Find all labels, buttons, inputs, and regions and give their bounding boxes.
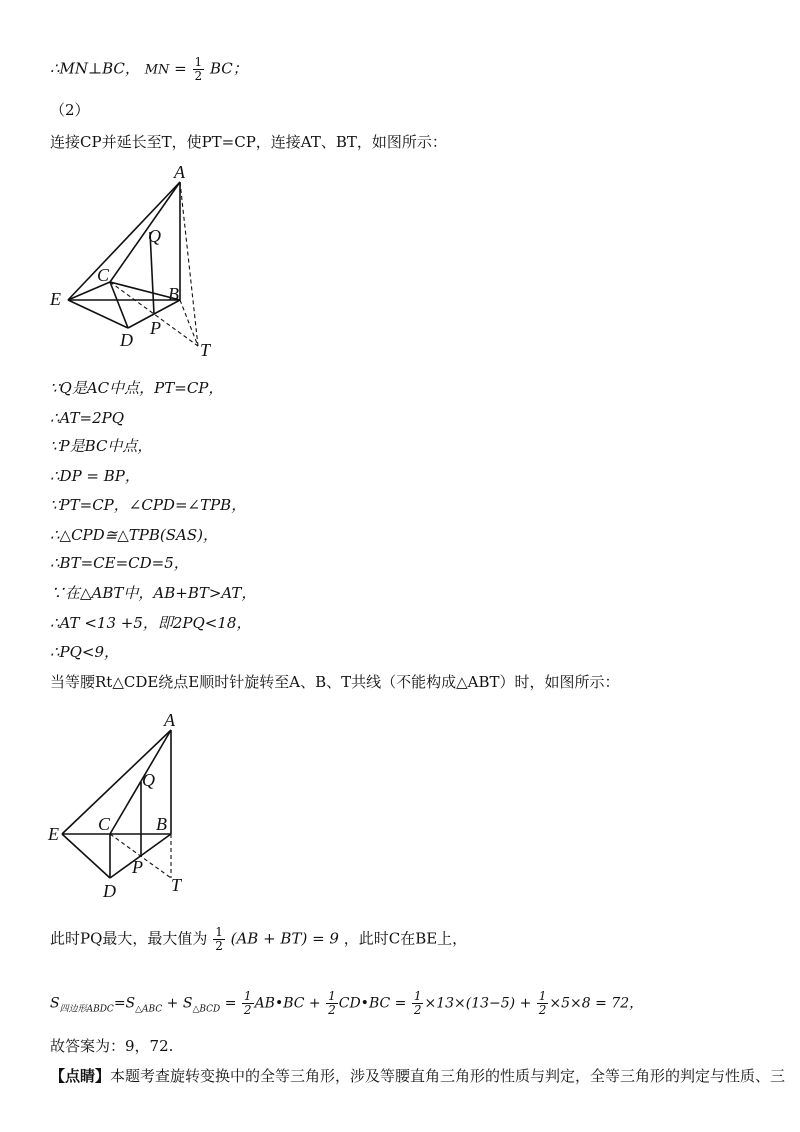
max-fraction-denominator: 2	[215, 939, 223, 953]
area-f1-den: 2	[243, 1003, 252, 1017]
fig2-label-c: C	[98, 814, 111, 834]
area-line	[50, 990, 643, 1019]
figure-1-solid-lines	[68, 182, 180, 328]
proof-step-2: ∴AT=2PQ	[50, 409, 125, 427]
area-fraction-2	[326, 990, 338, 1017]
max-fraction	[213, 926, 225, 953]
fig1-label-b: B	[168, 284, 179, 304]
max-expression: (AB + BT) = 9	[230, 929, 339, 948]
fig1-label-p: P	[150, 318, 161, 338]
figure-2-solid-lines	[62, 730, 171, 878]
area-f3-den: 2	[413, 1003, 422, 1017]
conclusion-post: BC；	[209, 59, 248, 78]
figure-1	[40, 160, 240, 365]
fig2-label-a: A	[164, 710, 175, 730]
proof-step-3: ∵P是BC中点，	[50, 437, 153, 455]
fig1-label-a: A	[174, 162, 185, 182]
area-fraction-4	[537, 990, 549, 1017]
comment-text: 本题考查旋转变换中的全等三角形，涉及等腰直角三角形的性质与判定，全等三角形的判定与性质、三	[110, 1067, 786, 1085]
fig2-label-d: D	[103, 881, 116, 901]
part-number: （2）	[50, 101, 90, 119]
max-fraction-numerator: 1	[215, 925, 223, 939]
area-term-3: ×13×(13−5) +	[424, 995, 536, 1012]
area-fraction-3	[412, 990, 424, 1017]
fig1-label-t: T	[200, 340, 211, 360]
area-term-4: ×5×8 = 72，	[549, 995, 644, 1012]
half-fraction	[193, 56, 205, 83]
conclusion-pre: ∴MN⊥BC，	[50, 59, 140, 78]
area-f4-den: 2	[538, 1003, 547, 1017]
area-f4-num: 1	[538, 989, 547, 1003]
proof-step-9: ∴AT <13 +5，即2PQ<18，	[50, 614, 252, 632]
area-plus: + S	[162, 995, 193, 1012]
mn-label: MN	[144, 62, 170, 78]
proof-step-7: ∴BT=CE=CD=5，	[50, 554, 189, 572]
proof-step-10: ∴PQ<9，	[50, 643, 120, 661]
proof-step-4: ∴DP = BP，	[50, 467, 140, 485]
equals-sign: =	[174, 59, 187, 78]
construction-text: 连接CP并延长至T，使PT=CP，连接AT、BT，如图所示：	[50, 133, 447, 151]
fig1-label-d: D	[120, 330, 133, 350]
answer-line: 故答案为：9，72.	[50, 1037, 174, 1055]
area-sub-abc: △ABC	[135, 1004, 163, 1015]
fig1-label-c: C	[97, 265, 110, 285]
fraction-numerator: 1	[194, 55, 203, 69]
proof-step-5: ∵PT=CP，∠CPD=∠TPB，	[50, 496, 247, 514]
proof-step-8: ∵在△ABT中，AB+BT>AT，	[50, 584, 257, 602]
fig1-label-e: E	[50, 289, 61, 309]
conclusion-line	[50, 56, 248, 83]
area-sub-bcd: △BCD	[192, 1004, 221, 1015]
area-f2-num: 1	[328, 989, 336, 1003]
proof-step-6: ∴△CPD≅△TPB(SAS)，	[50, 526, 218, 544]
comment-tag: 【点睛】	[50, 1067, 111, 1085]
area-f3-num: 1	[413, 989, 422, 1003]
area-fraction-1	[242, 990, 254, 1017]
rotation-case-text: 当等腰Rt△CDE绕点E顺时针旋转至A、B、T共线（不能构成△ABT）时，如图所示：	[50, 673, 620, 691]
comment-line	[50, 1066, 785, 1086]
fig2-label-e: E	[48, 824, 59, 844]
fig2-label-t: T	[171, 875, 182, 895]
area-eq1: =S	[113, 995, 136, 1012]
fraction-denominator: 2	[194, 69, 203, 83]
fig2-label-q: Q	[142, 770, 155, 790]
max-pre: 此时PQ最大，最大值为	[50, 929, 208, 948]
area-term-1: AB•BC +	[254, 995, 326, 1012]
max-post: ，此时C在BE上，	[343, 929, 468, 948]
area-f2-den: 2	[328, 1003, 336, 1017]
proof-step-1: ∵Q是AC中点，PT=CP，	[50, 379, 224, 397]
figure-2	[40, 700, 220, 905]
max-value-line	[50, 926, 467, 953]
fig2-label-b: B	[156, 814, 167, 834]
fig1-label-q: Q	[148, 226, 161, 246]
area-f1-num: 1	[243, 989, 252, 1003]
fig2-label-p: P	[132, 857, 143, 877]
area-s: S	[50, 995, 60, 1012]
area-s-sub: 四边形ABDC	[59, 1004, 114, 1015]
area-eq2: =	[220, 995, 241, 1012]
area-term-2: CD•BC =	[338, 995, 411, 1012]
